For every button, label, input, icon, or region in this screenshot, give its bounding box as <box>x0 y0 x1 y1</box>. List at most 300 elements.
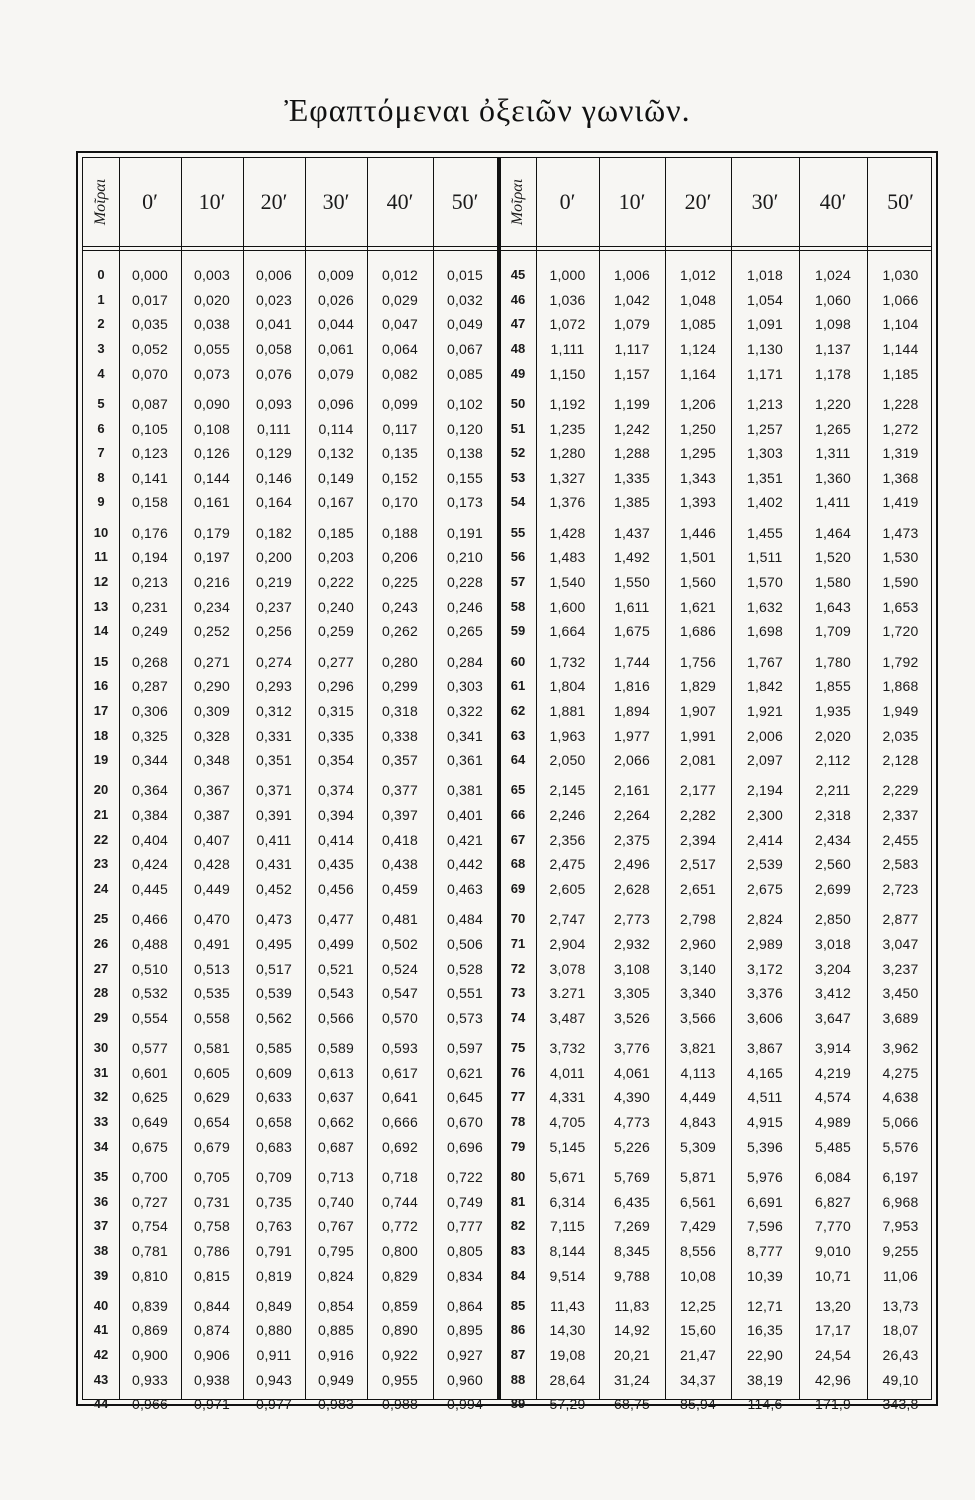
table-cell: 0,727 <box>131 1193 169 1210</box>
table-cell: 1,907 <box>679 702 717 719</box>
table-cell: 3,914 <box>814 1040 852 1057</box>
table-cell: 1,580 <box>814 574 852 590</box>
table-cell: 3,305 <box>613 985 651 1002</box>
table-cell: 0,593 <box>381 1040 419 1057</box>
table-cell: 3,340 <box>679 985 717 1002</box>
table-cell: 0,470 <box>193 911 231 928</box>
degree-label: 52 <box>510 445 526 461</box>
table-cell: 1,066 <box>882 291 919 308</box>
table-cell: 57,29 <box>549 1396 586 1413</box>
table-cell: 0,696 <box>446 1138 484 1155</box>
table-cell: 0,758 <box>193 1218 231 1235</box>
right-minute-header: 40′ <box>819 189 847 214</box>
table-cell: 0,017 <box>131 291 169 308</box>
table-cell: 5,976 <box>746 1168 784 1185</box>
table-cell: 0,960 <box>446 1371 484 1388</box>
table-cell: 2,414 <box>746 831 784 848</box>
degree-label: 6 <box>97 420 105 436</box>
table-cell: 0,562 <box>255 1009 293 1026</box>
right-minute-header: 20′ <box>684 189 712 214</box>
degree-label: 1 <box>97 291 105 307</box>
table-cell: 1,455 <box>746 524 784 541</box>
table-cell: 4,705 <box>549 1114 586 1131</box>
degree-label: 63 <box>510 727 526 743</box>
table-cell: 0,819 <box>255 1267 293 1284</box>
table-cell: 5,309 <box>679 1138 717 1155</box>
table-cell: 0,284 <box>446 653 484 670</box>
table-cell: 1,042 <box>613 291 651 308</box>
table-cell: 1,104 <box>882 316 919 333</box>
table-cell: 2,960 <box>679 935 717 952</box>
table-cell: 1,393 <box>679 494 717 511</box>
degree-label: 30 <box>93 1040 109 1056</box>
table-cell: 0,983 <box>317 1396 355 1413</box>
table-cell: 0,473 <box>255 911 293 928</box>
degree-label: 50 <box>510 395 526 411</box>
table-cell: 343,8 <box>882 1396 919 1413</box>
right-minute-header: 0′ <box>559 189 576 214</box>
degree-label: 59 <box>510 623 526 639</box>
table-cell: 1,419 <box>882 494 919 511</box>
table-cell: 16,35 <box>746 1322 784 1339</box>
left-minute-header: 50′ <box>451 189 479 214</box>
table-cell: 0,335 <box>317 727 355 744</box>
table-cell: 3,821 <box>679 1040 717 1057</box>
table-cell: 10,08 <box>679 1267 717 1284</box>
degree-label: 17 <box>93 702 109 718</box>
table-cell: 0,874 <box>193 1322 231 1339</box>
table-cell: 68,75 <box>613 1396 651 1413</box>
table-cell: 4,773 <box>613 1114 651 1131</box>
table-cell: 1,720 <box>882 623 919 640</box>
table-cell: 0,900 <box>131 1347 169 1364</box>
table-cell: 1,303 <box>746 445 784 462</box>
table-cell: 19,08 <box>549 1347 586 1364</box>
degree-label: 37 <box>93 1218 109 1234</box>
table-cell: 31,24 <box>613 1371 651 1388</box>
table-cell: 1,012 <box>679 267 717 283</box>
table-cell: 0,197 <box>193 549 231 566</box>
table-cell: 0,315 <box>317 702 355 719</box>
table-cell: 7,953 <box>882 1218 919 1235</box>
table-cell: 3,867 <box>746 1040 784 1057</box>
table-cell: 1,520 <box>814 549 852 566</box>
table-cell: 1,698 <box>746 623 784 640</box>
table-cell: 2,229 <box>882 782 919 799</box>
table-cell: 10,39 <box>746 1267 784 1284</box>
table-cell: 2,773 <box>613 911 651 928</box>
table-cell: 2,128 <box>882 752 919 769</box>
table-cell: 0,225 <box>381 574 419 590</box>
table-cell: 2,112 <box>815 752 851 769</box>
table-cell: 0,513 <box>193 960 231 977</box>
header-divider <box>83 250 931 251</box>
table-cell: 4,219 <box>814 1064 852 1081</box>
table-cell: 2,246 <box>549 807 586 824</box>
table-cell: 3,487 <box>549 1009 586 1026</box>
degree-label: 65 <box>510 782 526 798</box>
table-cell: 0,093 <box>255 395 293 412</box>
table-cell: 1,111 <box>550 340 585 357</box>
degree-label: 44 <box>93 1396 109 1412</box>
degree-label: 9 <box>97 494 105 510</box>
table-cell: 2,066 <box>613 752 651 769</box>
table-cell: 1,411 <box>815 494 851 511</box>
degree-label: 40 <box>93 1297 109 1313</box>
table-cell: 0,049 <box>446 316 484 333</box>
table-cell: 0,015 <box>446 267 484 283</box>
table-cell: 0,554 <box>131 1009 169 1026</box>
table-cell: 1,804 <box>549 678 586 695</box>
table-cell: 0,585 <box>255 1040 293 1057</box>
table-cell: 0,073 <box>193 365 231 382</box>
table-cell: 0,442 <box>446 856 484 873</box>
table-cell: 0,749 <box>446 1193 484 1210</box>
table-cell: 0,129 <box>255 445 293 462</box>
table-cell: 1,335 <box>613 469 651 486</box>
table-cell: 0,268 <box>131 653 169 670</box>
degree-label: 36 <box>93 1193 109 1209</box>
table-cell: 0,971 <box>193 1396 231 1413</box>
table-cell: 12,71 <box>746 1297 784 1314</box>
table-cell: 0,988 <box>381 1396 419 1413</box>
degree-label: 8 <box>97 469 105 485</box>
table-cell: 1,686 <box>679 623 717 640</box>
degree-label: 58 <box>510 598 526 614</box>
table-cell: 0,791 <box>255 1242 293 1259</box>
degree-label: 31 <box>93 1064 109 1080</box>
table-cell: 0,510 <box>131 960 169 977</box>
table-cell: 3,047 <box>882 935 919 952</box>
degree-label: 10 <box>93 524 109 540</box>
table-cell: 0,675 <box>131 1138 169 1155</box>
degree-label: 84 <box>510 1267 526 1283</box>
table-cell: 1,829 <box>679 678 717 695</box>
degree-label: 15 <box>93 653 109 669</box>
table-cell: 1,206 <box>679 395 717 412</box>
degree-label: 54 <box>510 494 526 510</box>
degree-label: 3 <box>97 340 105 356</box>
degree-label: 80 <box>510 1168 526 1184</box>
table-cell: 2,747 <box>549 911 586 928</box>
degree-label: 60 <box>510 653 526 669</box>
table-cell: 1,767 <box>746 653 784 670</box>
table-cell: 4,574 <box>814 1089 852 1106</box>
table-cell: 1,935 <box>814 702 852 719</box>
table-cell: 4,449 <box>679 1089 717 1106</box>
table-cell: 0,597 <box>446 1040 484 1057</box>
table-cell: 1,611 <box>614 598 650 615</box>
degree-label: 27 <box>93 960 109 976</box>
table-cell: 1,511 <box>747 549 783 566</box>
table-cell: 0,463 <box>446 881 484 897</box>
table-cell: 0,709 <box>255 1168 293 1185</box>
table-cell: 20,21 <box>613 1347 651 1364</box>
table-cell: 4,511 <box>747 1089 783 1106</box>
table-cell: 1,079 <box>613 316 651 333</box>
table-cell: 1,842 <box>746 678 784 695</box>
table-cell: 0,401 <box>446 807 484 824</box>
table-cell: 0,805 <box>446 1242 484 1259</box>
degree-label: 47 <box>510 316 526 332</box>
table-cell: 0,357 <box>381 752 419 769</box>
right-minute-header: 50′ <box>887 189 914 214</box>
degree-label: 82 <box>510 1218 526 1234</box>
table-cell: 2,375 <box>613 831 651 848</box>
table-cell: 1,881 <box>549 702 586 719</box>
degree-label: 83 <box>510 1242 526 1258</box>
table-cell: 0,344 <box>131 752 169 769</box>
table-cell: 0,032 <box>446 291 484 308</box>
table-cell: 0,767 <box>317 1218 355 1235</box>
left-degree-header <box>83 158 119 246</box>
table-cell: 1,792 <box>882 653 919 670</box>
table-cell: 6,084 <box>814 1168 852 1185</box>
table-cell: 0,126 <box>193 445 231 462</box>
table-cell: 0,222 <box>317 574 355 590</box>
table-cell: 0,662 <box>317 1114 355 1131</box>
table-cell: 2,097 <box>746 752 784 769</box>
table-cell: 0,849 <box>255 1297 293 1314</box>
table-cell: 1,376 <box>549 494 586 511</box>
table-cell: 1,036 <box>549 291 586 308</box>
degree-label: 4 <box>97 365 105 381</box>
table-cell: 2,434 <box>814 831 852 848</box>
table-cell: 2,651 <box>679 881 717 897</box>
degree-label: 0 <box>97 267 105 282</box>
table-cell: 6,691 <box>746 1193 784 1210</box>
table-cell: 6,314 <box>549 1193 586 1210</box>
table-cell: 0,167 <box>317 494 355 511</box>
table-cell: 1,048 <box>679 291 717 308</box>
table-cell: 0,581 <box>193 1040 231 1057</box>
table-cell: 1,868 <box>882 678 919 695</box>
degree-label: 48 <box>510 340 526 356</box>
table-cell: 0,502 <box>381 935 419 952</box>
table-cell: 0,933 <box>131 1371 169 1388</box>
table-cell: 2,161 <box>613 782 651 799</box>
table-cell: 0,911 <box>256 1347 292 1364</box>
table-cell: 4,915 <box>746 1114 784 1131</box>
table-cell: 0,916 <box>317 1347 355 1364</box>
table-cell: 2,081 <box>679 752 717 769</box>
table-cell: 1,368 <box>882 469 919 486</box>
table-cell: 0,149 <box>317 469 355 486</box>
degree-label: 51 <box>510 420 526 436</box>
degree-label: 5 <box>97 395 105 411</box>
table-cell: 2,035 <box>882 727 919 744</box>
table-cell: 0,532 <box>131 985 169 1002</box>
table-cell: 0,105 <box>131 420 169 437</box>
right-degree-header <box>500 158 536 246</box>
table-cell: 0,061 <box>317 340 355 357</box>
table-cell: 1,006 <box>613 267 651 283</box>
table-cell: 0,692 <box>381 1138 419 1155</box>
table-cell: 3,566 <box>679 1009 717 1026</box>
table-cell: 3,140 <box>679 960 717 977</box>
table-cell: 4,989 <box>814 1114 852 1131</box>
table-cell: 18,07 <box>882 1322 919 1339</box>
table-cell: 3,412 <box>814 985 852 1002</box>
table-cell: 0,645 <box>446 1089 484 1106</box>
degree-label: 67 <box>510 831 526 847</box>
table-cell: 0,287 <box>131 678 169 695</box>
table-cell: 3,376 <box>746 985 784 1002</box>
table-cell: 1,257 <box>746 420 784 437</box>
table-cell: 0,141 <box>131 469 169 486</box>
table-cell: 0,466 <box>131 911 169 928</box>
table-cell: 0,351 <box>255 752 293 769</box>
table-cell: 1,560 <box>679 574 717 590</box>
table-cell: 7,115 <box>550 1218 585 1235</box>
table-cell: 1,675 <box>613 623 651 640</box>
degree-label: 12 <box>93 574 109 589</box>
degree-label: 53 <box>510 469 526 485</box>
table-cell: 9,788 <box>613 1267 651 1284</box>
table-cell: 0,666 <box>381 1114 419 1131</box>
table-cell: 0,161 <box>193 494 231 511</box>
table-cell: 4,331 <box>549 1089 586 1106</box>
table-cell: 0,977 <box>255 1396 293 1413</box>
table-cell: 0,020 <box>193 291 231 308</box>
degree-label: 7 <box>97 445 105 461</box>
table-cell: 0,394 <box>317 807 355 824</box>
table-cell: 0,387 <box>193 807 231 824</box>
degree-label: 81 <box>510 1193 526 1209</box>
table-cell: 0,481 <box>381 911 419 928</box>
table-cell: 9,010 <box>814 1242 852 1259</box>
table-cell: 0,617 <box>381 1064 419 1081</box>
degree-label: 79 <box>510 1138 526 1154</box>
degree-label: 23 <box>93 856 109 872</box>
table-cell: 0,117 <box>382 420 418 437</box>
table-cell: 12,25 <box>679 1297 717 1314</box>
table-cell: 0,438 <box>381 856 419 873</box>
table-cell: 0,306 <box>131 702 169 719</box>
table-cell: 1,137 <box>814 340 852 357</box>
table-cell: 0,176 <box>131 524 169 541</box>
table-cell: 3,108 <box>613 960 651 977</box>
table-cell: 0,144 <box>193 469 231 486</box>
table-cell: 0,459 <box>381 881 419 897</box>
table-cell: 0,637 <box>317 1089 355 1106</box>
table-cell: 8,556 <box>679 1242 717 1259</box>
table-cell: 0,341 <box>446 727 484 744</box>
table-cell: 0,114 <box>318 420 354 437</box>
table-cell: 0,082 <box>381 365 419 382</box>
table-cell: 0,338 <box>381 727 419 744</box>
table-cell: 1,072 <box>549 316 586 333</box>
table-cell: 0,411 <box>256 831 292 848</box>
table-cell: 1,280 <box>549 445 586 462</box>
table-grid <box>82 157 932 1413</box>
table-cell: 2,282 <box>679 807 717 824</box>
table-cell: 2,394 <box>679 831 717 848</box>
table-cell: 0,035 <box>131 316 169 333</box>
table-cell: 0,277 <box>317 653 355 670</box>
table-cell: 0,374 <box>317 782 355 799</box>
table-cell: 0,000 <box>131 267 169 283</box>
table-cell: 1,220 <box>814 395 852 412</box>
degree-label: 71 <box>510 935 526 951</box>
table-cell: 0,371 <box>255 782 293 799</box>
table-cell: 0,621 <box>446 1064 484 1081</box>
table-cell: 0,085 <box>446 365 484 382</box>
table-cell: 0,152 <box>381 469 419 486</box>
table-cell: 0,240 <box>317 598 355 615</box>
table-cell: 0,740 <box>317 1193 355 1210</box>
table-cell: 2,211 <box>815 782 851 799</box>
table-cell: 5,769 <box>613 1168 651 1185</box>
table-cell: 0,099 <box>381 395 419 412</box>
table-cell: 2,337 <box>882 807 919 824</box>
table-cell: 0,777 <box>446 1218 484 1235</box>
table-cell: 0,052 <box>131 340 169 357</box>
table-cell: 1,709 <box>814 623 852 640</box>
table-cell: 1,117 <box>614 340 650 357</box>
table-cell: 0,906 <box>193 1347 231 1364</box>
table-cell: 1,060 <box>814 291 852 308</box>
table-cell: 0,135 <box>381 445 419 462</box>
table-cell: 2,539 <box>746 856 784 873</box>
table-cell: 0,431 <box>255 856 293 873</box>
degree-label: 26 <box>93 935 109 951</box>
table-cell: 5,066 <box>882 1114 919 1131</box>
table-cell: 4,165 <box>746 1064 784 1081</box>
table-cell: 3,172 <box>746 960 784 977</box>
table-cell: 0,670 <box>446 1114 484 1131</box>
table-cell: 0,829 <box>381 1267 419 1284</box>
table-cell: 0,234 <box>193 598 231 615</box>
table-cell: 0,322 <box>446 702 484 719</box>
table-cell: 1,446 <box>679 524 717 541</box>
table-cell: 0,795 <box>317 1242 355 1259</box>
degree-label: 64 <box>510 752 526 768</box>
table-cell: 0,570 <box>381 1009 419 1026</box>
table-cell: 0,535 <box>193 985 231 1002</box>
degree-label: 39 <box>93 1267 109 1283</box>
table-cell: 0,543 <box>317 985 355 1002</box>
table-cell: 0,231 <box>131 598 169 615</box>
table-cell: 0,108 <box>193 420 231 437</box>
table-cell: 0,687 <box>317 1138 355 1155</box>
table-cell: 0,629 <box>193 1089 231 1106</box>
degree-label: 49 <box>510 365 526 381</box>
table-cell: 1,590 <box>882 574 919 590</box>
table-cell: 1,653 <box>882 598 919 615</box>
table-cell: 6,197 <box>882 1168 919 1185</box>
table-cell: 2,145 <box>549 782 586 799</box>
table-cell: 0,029 <box>381 291 419 308</box>
degree-label: 16 <box>93 678 109 694</box>
table-cell: 0,815 <box>193 1267 231 1284</box>
table-cell: 0,170 <box>381 494 419 511</box>
table-cell: 1,311 <box>815 445 851 462</box>
degree-label: 33 <box>93 1114 109 1130</box>
table-cell: 0,146 <box>255 469 293 486</box>
table-cell: 1,343 <box>679 469 717 486</box>
degree-label: 76 <box>510 1064 526 1080</box>
table-cell: 1,242 <box>613 420 651 437</box>
table-cell: 5,396 <box>746 1138 784 1155</box>
table-cell: 0,023 <box>255 291 293 308</box>
degree-label: 45 <box>510 267 526 282</box>
table-cell: 0,348 <box>193 752 231 769</box>
table-cell: 0,309 <box>193 702 231 719</box>
degree-label: 20 <box>93 782 109 798</box>
table-cell: 1,272 <box>882 420 919 437</box>
table-cell: 0,491 <box>193 935 231 952</box>
